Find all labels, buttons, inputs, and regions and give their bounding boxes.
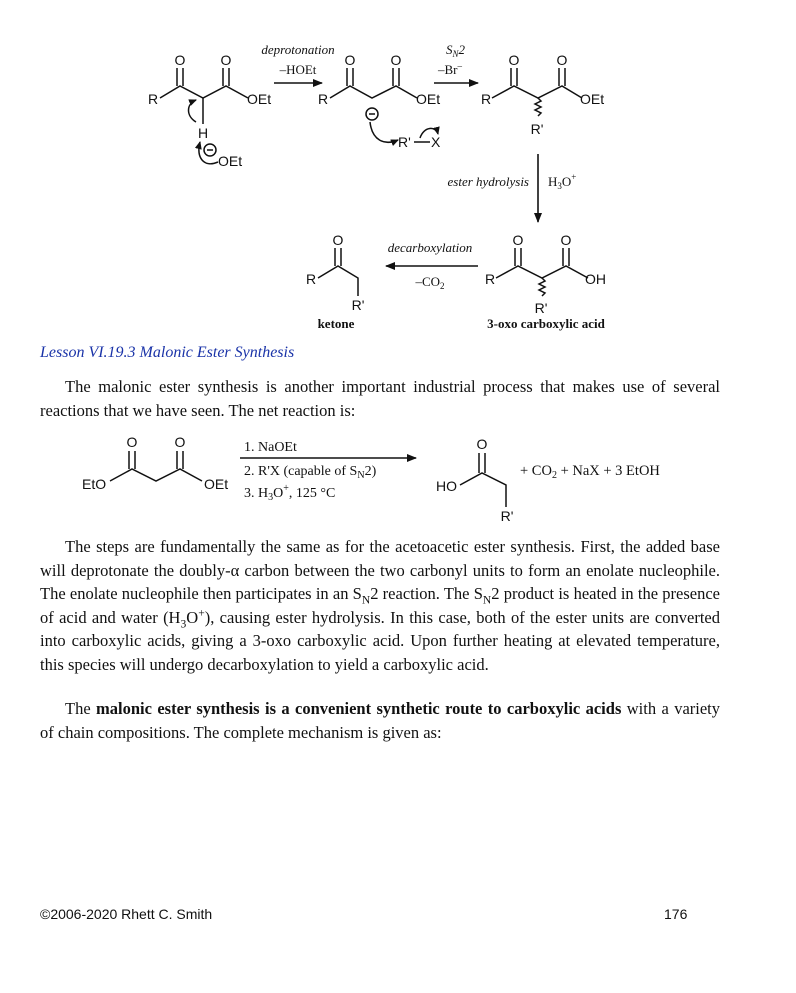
atom-r-prime: R': [530, 121, 544, 137]
step-label: ester hydrolysis: [447, 174, 529, 189]
wavy-bond: [535, 98, 541, 116]
atom-r-prime: R': [351, 297, 365, 313]
condition-step-2: 2. R'X (capable of $S_N2$): [244, 464, 377, 481]
atom-r-prime: R': [500, 508, 514, 524]
mechanism-scheme: [0, 0, 796, 340]
atom-o: O: [560, 232, 572, 248]
atom-o: O: [512, 232, 524, 248]
step-byproduct: –HOEt: [279, 62, 317, 77]
atom-o: O: [174, 52, 186, 68]
step-label: decarboxylation: [387, 240, 473, 255]
paragraph-intro: The malonic ester synthesis is another important industrial process that makes use of several reactions that we have seen. The net reaction is:: [40, 377, 720, 420]
condition-step-1: 1. NaOEt: [244, 440, 297, 455]
atom-h: H: [197, 125, 209, 141]
atom-eto: EtO: [82, 476, 107, 492]
atom-o: O: [344, 52, 356, 68]
wavy-bond: [539, 278, 545, 296]
byproducts: + $CO_2$ + NaX + 3 EtOH: [520, 463, 660, 481]
atom-o: O: [126, 434, 138, 450]
compound-label: 3-oxo carboxylic acid: [487, 316, 605, 331]
atom-oh: OH: [585, 271, 606, 287]
atom-o: O: [556, 52, 568, 68]
paragraph-steps: The steps are fundamentally the same as for the acetoacetic ester synthesis. First, the added base will deprotonate the doubly-α carbon between the two carbonyl units to form an enolate nucleophile. The enolate nucleophile then participates in an $S_N2$ reaction. The $S_N2$ product is heated in the presence of acid and water $(H_3O^+)$, causing ester hydrolysis. In this case, both of the ester units are converted into carboxylic acids, giving a 3-oxo carboxylic acid. Upon further heating at elevated temperature, this species will undergo decarboxylation to yield a carboxylic acid.: [40, 537, 720, 674]
compound-label: ketone: [317, 316, 355, 331]
atom-r-prime: R': [398, 134, 411, 150]
molecule-3-oxo-carboxylic-acid: [485, 232, 606, 331]
molecule-diethyl-malonate: [82, 434, 228, 492]
molecule-enolate: [318, 52, 441, 150]
atom-o: O: [332, 232, 344, 248]
atom-oet: OEt: [218, 153, 243, 169]
svg-text:SN2: $S_N2$: [446, 42, 466, 59]
arrow-net-conditions: [240, 440, 416, 503]
svg-text:–CO2: $-CO_2$: [415, 274, 445, 291]
atom-oet: OEt: [580, 91, 605, 107]
atom-r: R: [317, 91, 329, 107]
atom-oet: OEt: [416, 91, 441, 107]
atom-o: O: [220, 52, 232, 68]
molecule-ketone: [306, 232, 364, 331]
step-label: deprotonation: [261, 42, 335, 57]
atom-o: O: [390, 52, 402, 68]
atom-x: X: [431, 134, 441, 150]
key-statement: malonic ester synthesis is a convenient synthetic route to carboxylic acids: [96, 699, 622, 718]
molecule-alkylated-ester: [481, 52, 604, 137]
arrow-sn2: [434, 42, 478, 83]
arrow-deprotonation: [261, 42, 334, 83]
molecule-carboxylic-acid: [436, 436, 513, 524]
net-reaction-scheme: [0, 425, 796, 535]
atom-r: R: [484, 271, 496, 287]
atom-r: R: [480, 91, 492, 107]
footer-copyright: ©2006-2020 Rhett C. Smith: [40, 906, 213, 922]
paragraph-summary: The malonic ester synthesis is a convenient synthetic route to carboxylic acids with a variety of chain compositions. The complete mechanism is given as:: [40, 699, 721, 742]
atom-oet: OEt: [204, 476, 229, 492]
atom-o: O: [508, 52, 520, 68]
atom-o: O: [476, 436, 488, 452]
arrow-ester-hydrolysis: [448, 154, 577, 222]
alpha-symbol: α: [230, 560, 240, 580]
svg-text:H3O+: $H_3O^+$: [548, 172, 577, 191]
page-number: 176: [664, 906, 688, 922]
atom-r: R: [147, 91, 159, 107]
atom-ho: HO: [436, 478, 457, 494]
svg-text:–Br–: –Br–: [438, 61, 462, 77]
condition-step-3: 3. $H_3O^+$, 125 °C: [244, 483, 336, 503]
atom-oet: OEt: [247, 91, 272, 107]
atom-o: O: [174, 434, 186, 450]
arrow-decarboxylation: [386, 240, 478, 291]
atom-r-prime: R': [534, 300, 548, 316]
molecule-acetoacetic-ester: [148, 52, 271, 169]
section-heading: Lesson VI.19.3 Malonic Ester Synthesis: [40, 344, 295, 361]
atom-r: R: [305, 271, 317, 287]
